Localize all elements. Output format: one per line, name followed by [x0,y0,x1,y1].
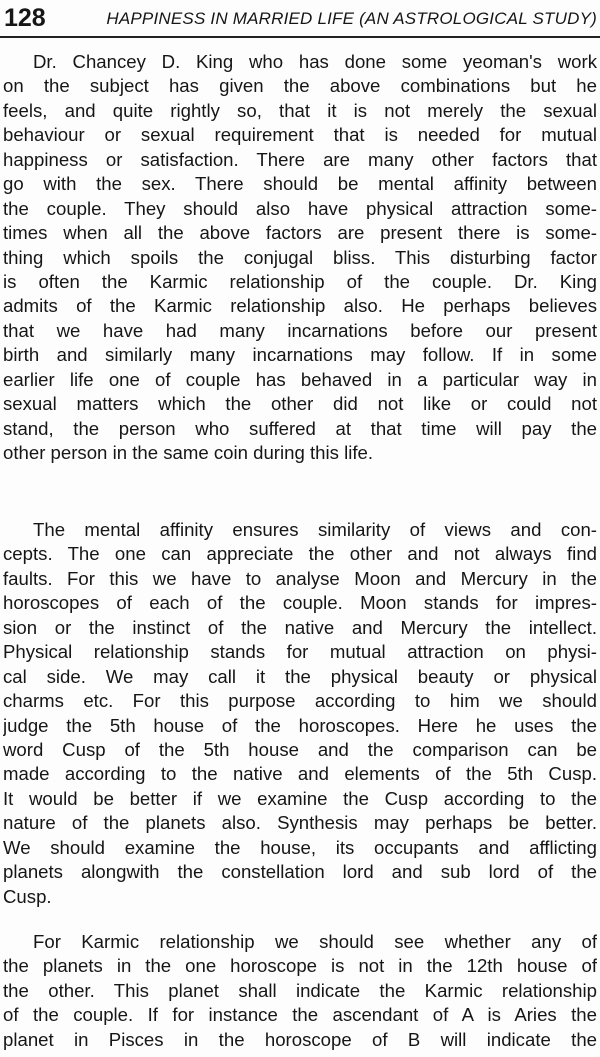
text-line: other person in the same coin during this life. [3,442,374,463]
text-line: planets alongwith the constellation lord and sub lord of the [3,861,597,883]
text-line: that we have had many incarnations before our present [3,319,597,341]
text-line: cal side. We may call it the physical beauty or physical [3,665,597,687]
text-line: It would be better if we examine the Cusp according to the [3,787,597,809]
text-line: go with the sex. There should be mental affinity between [3,173,597,195]
running-header [0,0,600,40]
page-number: 128 [4,4,46,32]
text-line: sexual matters which the other did not like or could not [3,393,597,415]
text-line: times when all the above factors are present there is some- [3,222,597,244]
text-line: feels, and quite rightly so, that it is not merely the sexual [3,99,597,121]
text-line: faults. For this we have to analyse Moon and Mercury in the [3,567,597,589]
text-line: earlier life one of couple has behaved in a particular way in [3,368,597,390]
text-line: thing which spoils the conjugal bliss. This disturbing factor [3,246,597,268]
header-rule [0,36,600,38]
text-line: of the couple. If for instance the ascendant of A is Aries the [3,1004,597,1026]
text-line: charms etc. For this purpose according to him we should [3,690,597,712]
text-line: behaviour or sexual requirement that is needed for mutual [3,124,597,146]
text-line: horoscopes of each of the couple. Moon stands for impres- [3,592,597,614]
paragraph-1 [3,50,597,465]
text-line: happiness or satisfaction. There are many other factors that [3,148,597,170]
text-line: the planets in the one horoscope is not in the 12th house of [3,955,597,977]
text-line: made according to the native and elements of the 5th Cusp. [3,763,597,785]
text-line: nature of the planets also. Synthesis may perhaps be better. [3,812,597,834]
text-line: planet in Pisces in the horoscope of B will indicate the [3,1028,597,1050]
text-line: word Cusp of the 5th house and the comparison can be [3,738,597,760]
paragraph-2 [3,518,597,909]
text-line: We should examine the house, its occupants and afflicting [3,836,597,858]
text-line: the other. This planet shall indicate the Karmic relationship [3,979,597,1001]
text-line: is often the Karmic relationship of the couple. Dr. King [3,270,597,292]
text-line: birth and similarly many incarnations may follow. If in some [3,344,597,366]
text-line: on the subject has given the above combinations but he [3,75,597,97]
text-line: Cusp. [3,885,52,907]
text-line: judge the 5th house of the horoscopes. Here he uses the [3,714,597,736]
running-title: HAPPINESS IN MARRIED LIFE (AN ASTROLOGICAL STUDY) [106,9,597,28]
text-line: The mental affinity ensures similarity of views and con- [33,519,597,540]
text-line: Physical relationship stands for mutual attraction on physi- [3,641,597,663]
paragraph-3 [3,930,597,1052]
text-line: cepts. The one can appreciate the other and not always find [3,543,597,565]
text-line: admits of the Karmic relationship also. He perhaps believes [3,295,597,317]
text-line: the couple. They should also have physical attraction some- [3,197,597,219]
text-line: For Karmic relationship we should see whether any of [33,931,597,952]
text-line: stand, the person who suffered at that time will pay the [3,417,597,439]
text-line: sion or the instinct of the native and Mercury the intellect. [3,616,597,638]
text-line: Dr. Chancey D. King who has done some yeoman's work [33,51,597,72]
